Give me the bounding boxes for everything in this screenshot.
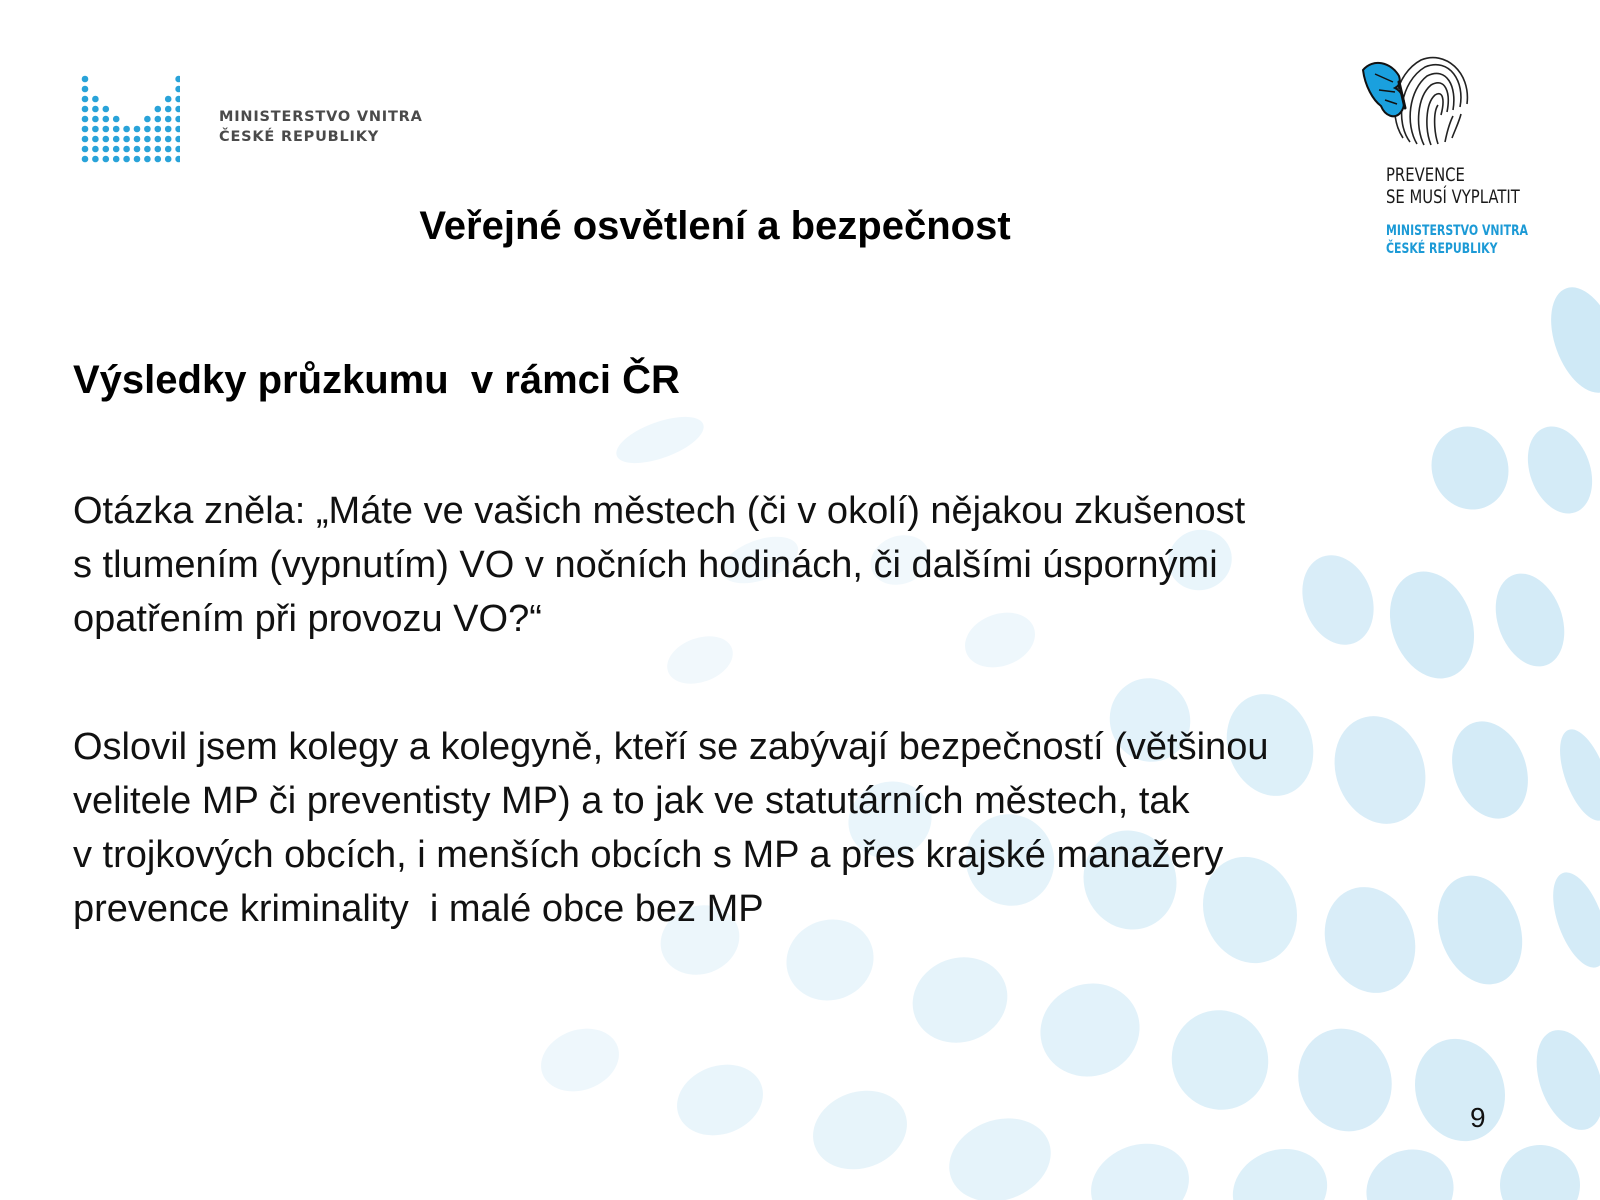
method-paragraph bbox=[73, 720, 1513, 936]
ministry-logo-dot bbox=[155, 156, 162, 163]
background-dot bbox=[1550, 723, 1600, 827]
ministry-logo-dot bbox=[92, 116, 99, 123]
question-line: s tlumením (vypnutím) VO v nočních hodinách, či dalšími úspornými bbox=[73, 544, 1218, 586]
ministry-logo-dot bbox=[134, 126, 141, 133]
ministry-logo-dot bbox=[103, 116, 110, 123]
background-dot bbox=[611, 407, 710, 472]
ministry-logo-dot bbox=[82, 106, 89, 113]
ministry-logo-dot bbox=[175, 136, 180, 143]
ministry-logo-dot bbox=[134, 156, 141, 163]
ministry-logo-dot bbox=[92, 156, 99, 163]
ministry-logo-dot bbox=[113, 136, 120, 143]
ministry-logo-dot bbox=[165, 96, 172, 103]
ministry-logo-dot bbox=[103, 156, 110, 163]
ministry-logo-dot bbox=[155, 126, 162, 133]
background-dot bbox=[1401, 1026, 1519, 1154]
background-dot bbox=[1284, 1015, 1406, 1144]
ministry-logo-dot bbox=[175, 126, 180, 133]
ministry-logo-dot bbox=[103, 136, 110, 143]
ministry-logo-dot bbox=[134, 136, 141, 143]
ministry-logo-dot bbox=[155, 106, 162, 113]
ministry-logo-dot bbox=[123, 126, 130, 133]
ministry-dots-icon bbox=[80, 74, 180, 174]
ministry-logo-dot bbox=[82, 86, 89, 93]
ministry-logo-dot bbox=[103, 106, 110, 113]
page-number: 9 bbox=[1470, 1102, 1486, 1133]
ministry-logo-dot bbox=[144, 116, 151, 123]
ministry-logo-dot bbox=[144, 146, 151, 153]
background-dot bbox=[1355, 1137, 1465, 1200]
method-line: v trojkových obcích, i menších obcích s MP a přes krajské manažery bbox=[73, 834, 1224, 876]
ministry-logo-dot bbox=[103, 146, 110, 153]
ministry-logo-dot bbox=[82, 96, 89, 103]
background-dot bbox=[667, 1053, 773, 1147]
ministry-logo-dot bbox=[165, 106, 172, 113]
ministry-logo-dot bbox=[175, 116, 180, 123]
slide-title: Veřejné osvětlení a bezpečnost bbox=[419, 204, 1011, 248]
ministry-logo-dot bbox=[165, 146, 172, 153]
section-heading: Výsledky průzkumu v rámci ČR bbox=[73, 358, 680, 402]
prevence-slogan-line-1: PREVENCE bbox=[1386, 164, 1465, 186]
ministry-logo-dot bbox=[82, 116, 89, 123]
ministry-logo-dot bbox=[82, 76, 89, 83]
background-dot bbox=[1489, 1134, 1592, 1200]
ministry-logo-line-2: ČESKÉ REPUBLIKY bbox=[219, 129, 380, 145]
background-dot bbox=[1524, 1021, 1600, 1139]
ministry-logo-dot bbox=[123, 156, 130, 163]
ministry-logo-text bbox=[219, 107, 423, 147]
ministry-logo-dot bbox=[175, 76, 180, 83]
ministry-logo-dot bbox=[82, 156, 89, 163]
question-paragraph bbox=[73, 484, 1513, 646]
ministry-logo-dot bbox=[175, 86, 180, 93]
ministry-logo-dot bbox=[144, 136, 151, 143]
background-dot bbox=[532, 1018, 628, 1102]
background-dot bbox=[1542, 865, 1600, 974]
ministry-logo-dot bbox=[165, 116, 172, 123]
butterfly-fingerprint-icon bbox=[1355, 52, 1475, 152]
ministry-logo-dot bbox=[113, 146, 120, 153]
ministry-logo-dot bbox=[165, 136, 172, 143]
background-dot bbox=[1221, 1136, 1339, 1200]
ministry-logo-dot bbox=[155, 116, 162, 123]
ministry-logo-dot bbox=[92, 96, 99, 103]
ministry-logo-dot bbox=[144, 126, 151, 133]
ministry-logo-dot bbox=[113, 116, 120, 123]
ministry-logo-dot bbox=[113, 156, 120, 163]
background-dot bbox=[1158, 997, 1282, 1124]
background-dot bbox=[1079, 1130, 1200, 1200]
ministry-logo-dot bbox=[82, 126, 89, 133]
prevence-slogan-line-2: SE MUSÍ VYPLATIT bbox=[1386, 186, 1520, 208]
method-line: Oslovil jsem kolegy a kolegyně, kteří se zabývají bezpečností (většinou bbox=[73, 726, 1269, 768]
prevence-slogan bbox=[1386, 164, 1528, 208]
ministry-logo-dot bbox=[175, 156, 180, 163]
ministry-logo-dot bbox=[175, 106, 180, 113]
background-dot bbox=[802, 1078, 918, 1182]
ministry-logo-dot bbox=[82, 136, 89, 143]
ministry-logo-dot bbox=[175, 96, 180, 103]
ministry-logo-dot bbox=[175, 146, 180, 153]
ministry-logo-dot bbox=[123, 136, 130, 143]
ministry-logo-dot bbox=[134, 146, 141, 153]
background-dot bbox=[937, 1105, 1062, 1200]
ministry-logo-dot bbox=[82, 146, 89, 153]
ministry-logo-dot bbox=[144, 156, 151, 163]
method-line: velitele MP či preventisty MP) a to jak ve statutárních městech, tak bbox=[73, 780, 1190, 822]
ministry-logo-dot bbox=[165, 156, 172, 163]
ministry-logo-dot bbox=[92, 106, 99, 113]
ministry-logo-dot bbox=[155, 136, 162, 143]
ministry-logo-dot bbox=[103, 126, 110, 133]
ministry-logo-dot bbox=[165, 126, 172, 133]
ministry-logo-line-1: MINISTERSTVO VNITRA bbox=[219, 109, 423, 125]
background-dot bbox=[1538, 278, 1600, 402]
ministry-logo bbox=[80, 74, 440, 174]
ministry-logo-dot bbox=[113, 126, 120, 133]
ministry-logo-dot bbox=[155, 146, 162, 153]
background-dot bbox=[901, 944, 1020, 1056]
ministry-logo-dot bbox=[123, 146, 130, 153]
question-line: Otázka zněla: „Máte ve vašich městech (či v okolí) nějakou zkušenost bbox=[73, 490, 1246, 532]
prevence-ministry-line-2: ČESKÉ REPUBLIKY bbox=[1386, 241, 1498, 257]
question-line: opatřením při provozu VO?“ bbox=[73, 598, 542, 640]
background-dot bbox=[1516, 417, 1600, 522]
ministry-logo-dot bbox=[92, 136, 99, 143]
ministry-logo-dot bbox=[92, 146, 99, 153]
prevence-ministry-line-1: MINISTERSTVO VNITRA bbox=[1386, 223, 1528, 239]
method-line: prevence kriminality i malé obce bez MP bbox=[73, 888, 764, 930]
ministry-logo-dot bbox=[92, 126, 99, 133]
background-dot bbox=[1027, 970, 1152, 1091]
